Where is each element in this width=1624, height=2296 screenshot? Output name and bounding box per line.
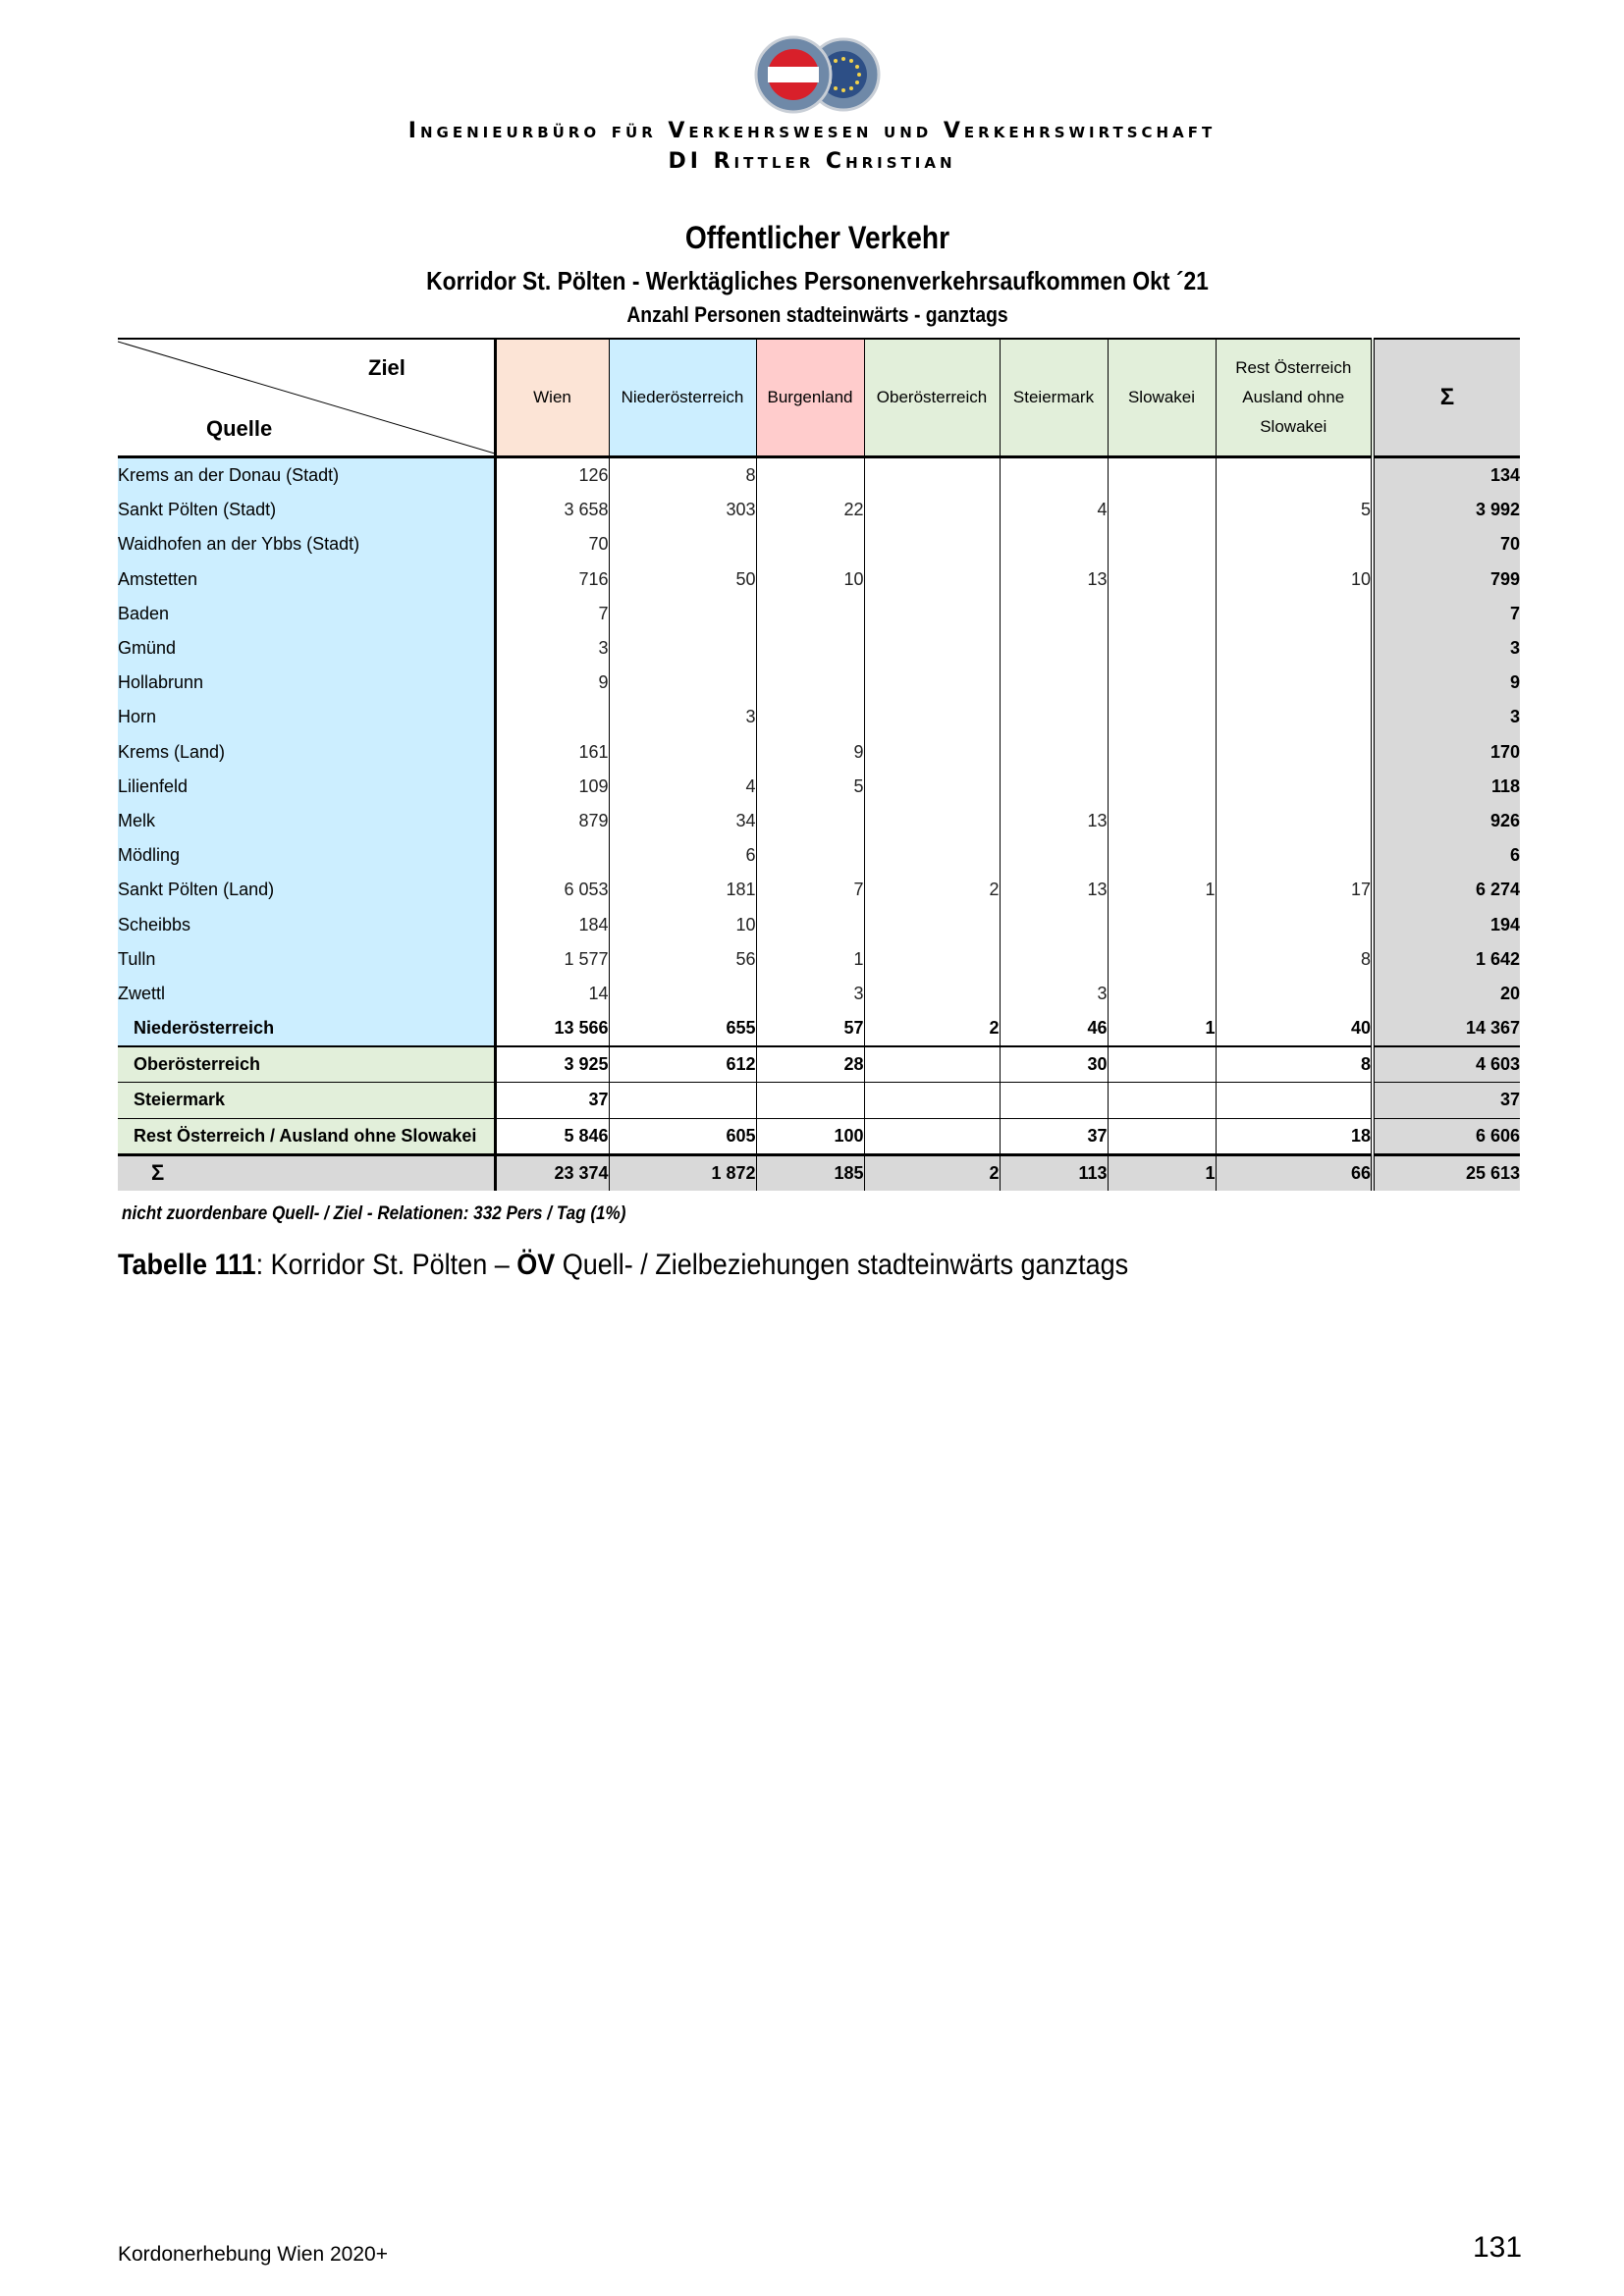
cell-value: 13: [1000, 562, 1108, 597]
cell-value: 181: [609, 873, 756, 907]
cell-value: 6 053: [564, 880, 609, 900]
row-sum-value: 194: [1373, 907, 1520, 941]
cell-value: 14: [588, 983, 609, 1003]
cell-value: [864, 527, 1000, 561]
cell-value: [864, 770, 1000, 804]
cell-value: [1000, 631, 1108, 666]
cell-value: 66: [1216, 1154, 1373, 1191]
cell-value: 30: [1000, 1046, 1108, 1083]
cell-value: [1108, 804, 1216, 838]
cell-value: [864, 942, 1000, 977]
cell-value: [1000, 666, 1108, 700]
cell-value: [1216, 700, 1373, 734]
cell-value: [1216, 666, 1373, 700]
cell-value: 4: [1000, 493, 1108, 527]
cell-value: 3 925: [495, 1046, 609, 1083]
row-sum-value: 4 603: [1373, 1046, 1520, 1083]
cell-value: [1108, 666, 1216, 700]
row-sum-value: 9: [1373, 666, 1520, 700]
cell-value: 22: [756, 493, 864, 527]
cell-value: [1216, 527, 1373, 561]
cell-value: [609, 666, 756, 700]
cell-value: 2: [864, 1011, 1000, 1046]
table-subtitle: Korridor St. Pölten - Werktägliches Personenverkehrsaufkommen Okt ´21: [426, 266, 1209, 295]
table-row: [118, 631, 1520, 666]
cell-value: [864, 977, 1000, 1011]
cell-value: [864, 493, 1000, 527]
cell-value: [1000, 457, 1108, 494]
cell-value: [1000, 838, 1108, 873]
cell-value: [495, 838, 609, 873]
row-sum-value: 3: [1373, 700, 1520, 734]
column-header: Slowakei: [1108, 339, 1216, 457]
cell-value: 100: [756, 1118, 864, 1154]
cell-value: [864, 838, 1000, 873]
cell-value: [495, 700, 609, 734]
cell-value: 3: [609, 700, 756, 734]
table-row: [118, 597, 1520, 631]
corner-cell: [118, 339, 495, 457]
table-row: [118, 770, 1520, 804]
row-sum-value: 6 274: [1373, 873, 1520, 907]
row-source-label: Amstetten: [118, 562, 495, 597]
cell-value: 1 872: [609, 1154, 756, 1191]
row-sum-value: 14 367: [1373, 1011, 1520, 1046]
table-row: [118, 1154, 1520, 1191]
cell-value: 10: [756, 562, 864, 597]
cell-value: [1108, 977, 1216, 1011]
row-source-label: Rest Österreich / Ausland ohne Slowakei: [118, 1118, 495, 1154]
table-row: [118, 804, 1520, 838]
row-source-label: Σ: [118, 1154, 495, 1191]
cell-value: [864, 631, 1000, 666]
cell-value: [1108, 457, 1216, 494]
cell-value: [756, 1083, 864, 1118]
row-source-label: Hollabrunn: [118, 666, 495, 700]
cell-value: 109: [578, 775, 609, 796]
column-header: Rest Österreich Ausland ohne Slowakei: [1216, 339, 1373, 457]
cell-value: [1108, 942, 1216, 977]
cell-value: 605: [609, 1118, 756, 1154]
cell-value: [1108, 1046, 1216, 1083]
cell-value: 8: [1216, 1046, 1373, 1083]
cell-value: [1216, 631, 1373, 666]
cell-value: 28: [756, 1046, 864, 1083]
cell-value: [1108, 1118, 1216, 1154]
cell-value: [1108, 597, 1216, 631]
cell-value: [1000, 770, 1108, 804]
table-subtitle-2: Anzahl Personen stadteinwärts - ganztags: [626, 302, 1008, 327]
cell-value: 161: [578, 741, 609, 762]
row-sum-value: 6 606: [1373, 1118, 1520, 1154]
cell-value: [864, 735, 1000, 770]
row-sum-value: 134: [1373, 457, 1520, 494]
cell-value: [609, 631, 756, 666]
column-header: Wien: [495, 339, 609, 457]
cell-value: 18: [1216, 1118, 1373, 1154]
cell-value: 612: [609, 1046, 756, 1083]
cell-value: [1216, 977, 1373, 1011]
cell-value: 13 566: [554, 1018, 609, 1039]
cell-value: 655: [609, 1011, 756, 1046]
row-source-label: Tulln: [118, 942, 495, 977]
table-row: [118, 666, 1520, 700]
row-source-label: Gmünd: [118, 631, 495, 666]
caption-text-bold: ÖV: [516, 1249, 556, 1281]
cell-value: [756, 527, 864, 561]
row-sum-value: 170: [1373, 735, 1520, 770]
cell-value: 303: [609, 493, 756, 527]
cell-value: [756, 666, 864, 700]
cell-value: 50: [609, 562, 756, 597]
cell-value: 34: [609, 804, 756, 838]
cell-value: 1: [756, 942, 864, 977]
cell-value: 3: [756, 977, 864, 1011]
company-name: Ingenieurbüro für Verkehrswesen und Verkehrswirtschaft: [407, 119, 1217, 143]
corner-ziel-label: Ziel: [368, 355, 406, 380]
row-source-label: Scheibbs: [118, 907, 495, 941]
cell-value: 3: [1000, 977, 1108, 1011]
cell-value: 17: [1216, 873, 1373, 907]
table-row: [118, 1118, 1520, 1154]
cell-value: 10: [1216, 562, 1373, 597]
cell-value: [756, 700, 864, 734]
cell-value: [609, 597, 756, 631]
cell-value: 8: [1216, 942, 1373, 977]
table-row: [118, 977, 1520, 1011]
row-source-label: Zwettl: [118, 977, 495, 1011]
cell-value: 126: [578, 465, 609, 486]
cell-value: [1108, 907, 1216, 941]
cell-value: [864, 804, 1000, 838]
company-owner: DI Rittler Christian: [668, 149, 956, 174]
row-sum-value: 799: [1373, 562, 1520, 597]
cell-value: [1216, 907, 1373, 941]
table-row: [118, 873, 1520, 907]
cell-value: 3 658: [564, 500, 609, 520]
sum-column-header: Σ: [1373, 339, 1520, 457]
table-row: [118, 907, 1520, 941]
cell-value: 1: [1108, 1154, 1216, 1191]
cell-value: [864, 700, 1000, 734]
company-logo: [750, 35, 890, 114]
cell-value: 40: [1216, 1011, 1373, 1046]
row-source-label: Krems (Land): [118, 735, 495, 770]
row-source-label: Waidhofen an der Ybbs (Stadt): [118, 527, 495, 561]
caption-text-a: : Korridor St. Pölten –: [255, 1249, 517, 1281]
cell-value: [1108, 527, 1216, 561]
row-sum-value: 20: [1373, 977, 1520, 1011]
cell-value: 1: [1108, 1011, 1216, 1046]
cell-value: [756, 804, 864, 838]
cell-value: [864, 1118, 1000, 1154]
cell-value: [756, 838, 864, 873]
cell-value: 7: [756, 873, 864, 907]
cell-value: 1 577: [564, 948, 609, 969]
cell-value: [609, 527, 756, 561]
cell-value: 23 374: [495, 1154, 609, 1191]
table-row: [118, 527, 1520, 561]
cell-value: [756, 631, 864, 666]
cell-value: [1216, 770, 1373, 804]
cell-value: [1000, 907, 1108, 941]
caption-label: Tabelle 111: [118, 1249, 256, 1281]
cell-value: [1216, 804, 1373, 838]
cell-value: 6: [609, 838, 756, 873]
table-note: nicht zuordenbare Quell- / Ziel - Relationen: 332 Pers / Tag (1%): [122, 1203, 626, 1224]
cell-value: 113: [1000, 1154, 1108, 1191]
row-source-label: Krems an der Donau (Stadt): [118, 457, 495, 494]
table-row: [118, 562, 1520, 597]
cell-value: [1000, 1083, 1108, 1118]
cell-value: 3: [598, 638, 609, 659]
cell-value: 5: [756, 770, 864, 804]
cell-value: [756, 597, 864, 631]
cell-value: [1108, 1083, 1216, 1118]
cell-value: 2: [864, 1154, 1000, 1191]
row-sum-value: 6: [1373, 838, 1520, 873]
row-sum-value: 7: [1373, 597, 1520, 631]
cell-value: [864, 562, 1000, 597]
row-source-label: Melk: [118, 804, 495, 838]
page-title: Offentlicher Verkehr: [684, 220, 950, 255]
cell-value: [1216, 457, 1373, 494]
caption-text-b: Quell- / Zielbeziehungen stadteinwärts ganztags: [555, 1249, 1129, 1281]
row-sum-value: 25 613: [1373, 1154, 1520, 1191]
cell-value: 5 846: [495, 1118, 609, 1154]
cell-value: 4: [609, 770, 756, 804]
cell-value: [1108, 770, 1216, 804]
cell-value: 13: [1000, 873, 1108, 907]
cell-value: [864, 907, 1000, 941]
cell-value: 2: [864, 873, 1000, 907]
column-header: Burgenland: [756, 339, 864, 457]
footer-document-title: Kordonerhebung Wien 2020+: [118, 2243, 388, 2266]
cell-value: [1000, 527, 1108, 561]
row-sum-value: 926: [1373, 804, 1520, 838]
cell-value: [1108, 631, 1216, 666]
cell-value: 56: [609, 942, 756, 977]
row-sum-value: 3: [1373, 631, 1520, 666]
cell-value: 184: [578, 914, 609, 934]
cell-value: 57: [756, 1011, 864, 1046]
cell-value: 1: [1108, 873, 1216, 907]
cell-value: [864, 666, 1000, 700]
row-source-label: Sankt Pölten (Land): [118, 873, 495, 907]
cell-value: [1108, 838, 1216, 873]
row-source-label: Oberösterreich: [118, 1046, 495, 1083]
cell-value: [1108, 700, 1216, 734]
cell-value: 879: [578, 810, 609, 830]
cell-value: [609, 977, 756, 1011]
cell-value: 10: [609, 907, 756, 941]
cell-value: 5: [1216, 493, 1373, 527]
row-source-label: Sankt Pölten (Stadt): [118, 493, 495, 527]
od-matrix-table: [118, 338, 1520, 1191]
table-row: [118, 942, 1520, 977]
row-sum-value: 37: [1373, 1083, 1520, 1118]
row-sum-value: 1 642: [1373, 942, 1520, 977]
cell-value: 7: [598, 603, 609, 623]
cell-value: [1216, 597, 1373, 631]
row-source-label: Niederösterreich: [118, 1011, 495, 1046]
column-header: Oberösterreich: [864, 339, 1000, 457]
cell-value: [1000, 597, 1108, 631]
cell-value: 185: [756, 1154, 864, 1191]
cell-value: [864, 597, 1000, 631]
cell-value: [1216, 1083, 1373, 1118]
table-row: [118, 457, 1520, 494]
cell-value: [756, 907, 864, 941]
corner-quelle-label: Quelle: [206, 416, 273, 441]
row-source-label: Horn: [118, 700, 495, 734]
cell-value: [864, 1083, 1000, 1118]
row-sum-value: 118: [1373, 770, 1520, 804]
table-row: [118, 493, 1520, 527]
table-header-row: [118, 339, 1520, 457]
cell-value: [1000, 700, 1108, 734]
cell-value: [1108, 562, 1216, 597]
table-row: [118, 700, 1520, 734]
column-header: Niederösterreich: [609, 339, 756, 457]
table-row: [118, 1046, 1520, 1083]
cell-value: [1000, 735, 1108, 770]
cell-value: 8: [609, 457, 756, 494]
cell-value: 716: [578, 568, 609, 589]
table-caption: [118, 1249, 1128, 1282]
cell-value: [1108, 493, 1216, 527]
table-row: [118, 838, 1520, 873]
page-number: 131: [1473, 2231, 1523, 2264]
cell-value: [1108, 735, 1216, 770]
cell-value: 9: [598, 672, 609, 693]
cell-value: [1216, 838, 1373, 873]
cell-value: [756, 457, 864, 494]
row-source-label: Mödling: [118, 838, 495, 873]
row-source-label: Baden: [118, 597, 495, 631]
cell-value: 37: [1000, 1118, 1108, 1154]
row-sum-value: 3 992: [1373, 493, 1520, 527]
cell-value: [1000, 942, 1108, 977]
cell-value: 9: [756, 735, 864, 770]
table-row: [118, 1011, 1520, 1046]
cell-value: [864, 457, 1000, 494]
cell-value: 70: [588, 534, 609, 555]
row-sum-value: 70: [1373, 527, 1520, 561]
row-source-label: Steiermark: [118, 1083, 495, 1118]
column-header: Steiermark: [1000, 339, 1108, 457]
cell-value: [609, 1083, 756, 1118]
cell-value: [864, 1046, 1000, 1083]
cell-value: 13: [1000, 804, 1108, 838]
table-row: [118, 1083, 1520, 1118]
table-row: [118, 735, 1520, 770]
row-source-label: Lilienfeld: [118, 770, 495, 804]
cell-value: [609, 735, 756, 770]
cell-value: 46: [1000, 1011, 1108, 1046]
cell-value: 37: [495, 1083, 609, 1118]
cell-value: [1216, 735, 1373, 770]
